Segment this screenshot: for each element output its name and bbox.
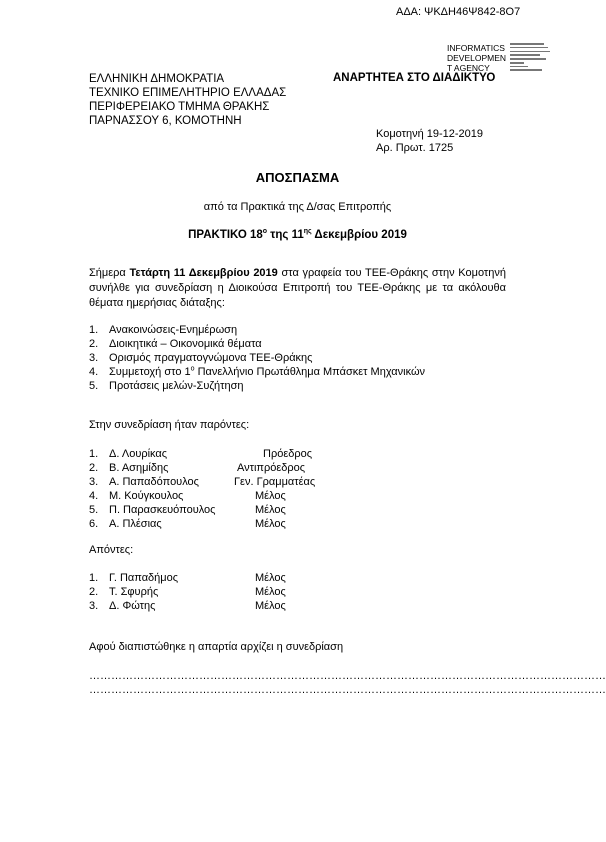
agenda-text-sup: ο	[190, 365, 195, 373]
agenda-text: Ανακοινώσεις-Ενημέρωση	[109, 324, 238, 336]
member-role: Μέλος	[255, 572, 286, 584]
agenda-num: 4.	[89, 366, 99, 378]
minutes-heading	[0, 229, 595, 241]
agenda-text: Ορισμός πραγματογνώμονα ΤΕΕ-Θράκης	[109, 352, 313, 364]
member-num: 3.	[89, 600, 99, 612]
member-name: Μ. Κούγκουλος	[109, 490, 184, 502]
member-name: Β. Ασημίδης	[109, 462, 169, 474]
member-role: Μέλος	[255, 518, 286, 530]
minutes-heading-sup2: ης	[303, 228, 312, 236]
member-num: 1.	[89, 572, 99, 584]
ada-code: ΑΔΑ: ΨΚΔΗ46Ψ842-8Ο7	[396, 6, 521, 18]
member-num: 3.	[89, 476, 99, 488]
member-num: 2.	[89, 586, 99, 598]
list-item	[89, 351, 425, 365]
member-role: Αντιπρόεδρος	[237, 462, 306, 474]
agenda-text	[109, 365, 425, 379]
member-name: Δ. Φώτης	[109, 600, 156, 612]
minutes-heading-sup1: ο	[262, 228, 268, 236]
list-item	[89, 365, 425, 379]
intro-pre: Σήμερα	[89, 267, 130, 279]
agenda-num: 1.	[89, 324, 99, 336]
agenda-text-pre: Συμμετοχή στο 1	[109, 366, 191, 378]
agency-logo-fineprint	[510, 43, 550, 77]
document-subtitle: από τα Πρακτικά της Δ/σας Επιτροπής	[203, 201, 392, 213]
minutes-heading-pre: ΠΡΑΚΤΙΚΟ 18	[188, 229, 263, 241]
header-line-2: ΤΕΧΝΙΚΟ ΕΠΙΜΕΛΗΤΗΡΙΟ ΕΛΛΑΔΑΣ	[89, 87, 287, 99]
member-num: 5.	[89, 504, 99, 516]
header-line-4: ΠΑΡΝΑΣΣΟΥ 6, ΚΟΜΟΤΗΝΗ	[89, 115, 242, 127]
dotted-line: ……………………………………………………………………………………………………………………………	[89, 670, 606, 682]
member-role: Μέλος	[255, 600, 286, 612]
agenda-num: 2.	[89, 338, 99, 350]
agenda-num: 5.	[89, 380, 99, 392]
quorum-statement: Αφού διαπιστώθηκε η απαρτία αρχίζει η συνεδρίαση	[89, 641, 344, 653]
agency-logo-text: INFORMATICS DEVELOPMEN T AGENCY	[447, 43, 507, 73]
member-num: 1.	[89, 448, 99, 460]
agenda-text: Προτάσεις μελών-Συζήτηση	[109, 380, 244, 392]
header-line-3: ΠΕΡΙΦΕΡΕΙΑΚΟ ΤΜΗΜΑ ΘΡΑΚΗΣ	[89, 101, 270, 113]
member-num: 6.	[89, 518, 99, 530]
member-role: Μέλος	[255, 504, 286, 516]
list-item	[89, 323, 425, 337]
protocol-number: Αρ. Πρωτ. 1725	[376, 142, 454, 154]
member-num: 2.	[89, 462, 99, 474]
intro-date: Τετάρτη 11 Δεκεμβρίου 2019	[129, 267, 278, 279]
member-name: Α. Πλέσιας	[109, 518, 162, 530]
header-line-1: ΕΛΛΗΝΙΚΗ ΔΗΜΟΚΡΑΤΙΑ	[89, 73, 225, 85]
member-role: Πρόεδρος	[263, 448, 313, 460]
intro-paragraph	[89, 266, 506, 311]
member-name: Α. Παπαδόπουλος	[109, 476, 199, 488]
place-date-block	[376, 127, 483, 155]
member-role: Μέλος	[255, 586, 286, 598]
minutes-heading-post: Δεκεμβρίου 2019	[311, 229, 407, 241]
document-title: ΑΠΟΣΠΑΣΜΑ	[255, 170, 340, 185]
member-name: Π. Παρασκευόπουλος	[109, 504, 216, 516]
dotted-line: ……………………………………………………………………………………………………………………………	[89, 684, 606, 696]
member-name: Δ. Λουρίκας	[109, 448, 168, 460]
agenda-list	[89, 323, 425, 393]
issuer-header	[89, 72, 286, 128]
member-num: 4.	[89, 490, 99, 502]
minutes-heading-mid: της 11	[267, 229, 304, 241]
agenda-num: 3.	[89, 352, 99, 364]
absent-label: Απόντες:	[89, 544, 134, 556]
list-item	[89, 379, 425, 393]
list-item	[89, 337, 425, 351]
posting-notice: ΑΝΑΡΤΗΤΕΑ ΣΤΟ ΔΙΑΔΙΚΤΥΟ	[333, 72, 496, 84]
place-date: Κομοτηνή 19-12-2019	[376, 128, 484, 140]
agenda-text-post: Πανελλήνιο Πρωτάθλημα Μπάσκετ Μηχανικών	[194, 366, 426, 378]
member-name: Τ. Σφυρής	[109, 586, 159, 598]
member-role: Γεν. Γραμματέας	[234, 476, 316, 488]
intro-post: στα γραφεία του ΤΕΕ-Θράκης στην Κομοτηνή συνήλθε για συνεδρίαση η Διοικούσα Επιτροπή του ΤΕΕ-Θράκης με τα ακόλουθα θέματα ημερήσιας διάταξης:	[89, 267, 506, 309]
present-label: Στην συνεδρίαση ήταν παρόντες:	[89, 419, 250, 431]
agenda-text: Διοικητικά – Οικονομικά θέματα	[109, 338, 262, 350]
member-name: Γ. Παπαδήμος	[109, 572, 179, 584]
member-role: Μέλος	[255, 490, 286, 502]
